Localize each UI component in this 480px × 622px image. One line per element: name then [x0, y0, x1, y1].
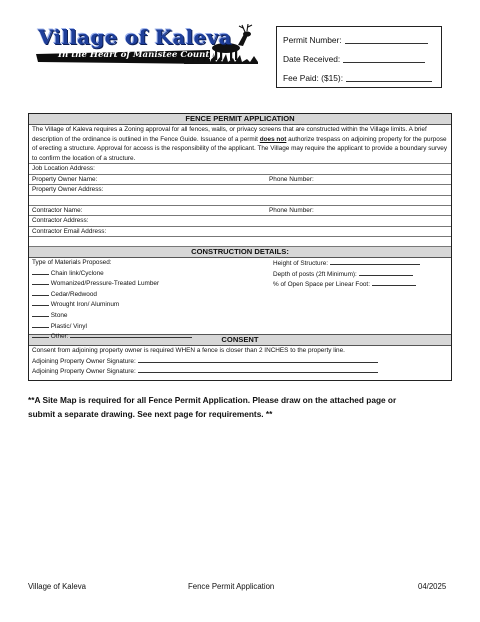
material-option[interactable]: Stone: [32, 310, 192, 321]
material-option[interactable]: Womanized/Pressure-Treated Lumber: [32, 278, 192, 289]
intro-emphasis: does not: [259, 135, 287, 143]
consent-header: CONSENT: [29, 335, 451, 346]
village-logo: [34, 24, 262, 74]
contractor-name-row[interactable]: Contractor Name: Phone Number:: [29, 206, 451, 217]
signature-row-1[interactable]: Adjoining Property Owner Signature:: [32, 356, 448, 367]
owner-phone-label: Phone Number:: [269, 175, 314, 183]
footer-right: 04/2025: [418, 582, 447, 591]
owner-name-row[interactable]: Property Owner Name: Phone Number:: [29, 175, 451, 186]
fee-paid-field[interactable]: [346, 71, 432, 82]
materials-label: Type of Materials Proposed:: [32, 259, 112, 266]
date-received-row[interactable]: [283, 50, 435, 69]
form-title: FENCE PERMIT APPLICATION: [29, 114, 451, 125]
footer-left: Village of Kaleva: [28, 582, 86, 591]
spacer-row: [29, 237, 451, 247]
consent-section: [29, 346, 451, 377]
intro-paragraph: The Village of Kaleva requires a Zoning approval for all fences, walls, or privacy screens that are constructed within the Village limits. A brief description of the ordinance is outlined in the Fence Guide. Issuance of a permit does not authorize trespass on adjoining property for the purpose of erecting a structure. Approval for access is the responsibility of the applicant. The Village may require the applicant to provide a boundary survey to confirm the location of a structure.: [29, 125, 451, 164]
open-space-row[interactable]: % of Open Space per Linear Foot:: [273, 279, 420, 290]
job-location-row[interactable]: Job Location Address:: [29, 164, 451, 175]
structure-specs: [273, 258, 420, 290]
permit-number-field[interactable]: [345, 33, 428, 44]
logo-tagline: In the Heart of Manistee County: [58, 50, 215, 60]
date-received-field[interactable]: [343, 52, 425, 63]
contractor-phone-label: Phone Number:: [269, 206, 314, 214]
fee-paid-label: Fee Paid: ($15):: [283, 73, 344, 83]
office-use-box: [276, 26, 442, 88]
material-option[interactable]: Plastic/ Vinyl: [32, 321, 192, 332]
site-map-note: **A Site Map is required for all Fence Permit Application. Please draw on the attached page or submit a separate drawing. See next page for requirements. **: [28, 395, 397, 419]
signature-row-2[interactable]: Adjoining Property Owner Signature:: [32, 366, 448, 377]
owner-address-row[interactable]: Property Owner Address:: [29, 185, 451, 196]
contractor-email-row[interactable]: Contractor Email Address:: [29, 227, 451, 238]
depth-row[interactable]: Depth of posts (2ft Minimum):: [273, 269, 420, 280]
consent-text: Consent from adjoining property owner is required WHEN a fence is closer than 2 INCHES to the property line.: [32, 347, 345, 354]
date-received-label: Date Received:: [283, 54, 341, 64]
contractor-address-row[interactable]: Contractor Address:: [29, 216, 451, 227]
material-option[interactable]: Chain link/Cyclone: [32, 268, 192, 279]
material-option[interactable]: Cedar/Redwood: [32, 289, 192, 300]
material-option-other[interactable]: Other:: [32, 331, 192, 342]
owner-address-line-2[interactable]: [29, 196, 451, 206]
construction-details-header: CONSTRUCTION DETAILS:: [29, 247, 451, 258]
fence-permit-form: [28, 113, 452, 381]
permit-number-label: Permit Number:: [283, 35, 342, 45]
footer-center: Fence Permit Application: [188, 582, 275, 591]
fee-paid-row[interactable]: [283, 69, 435, 88]
logo-title: Village of Kaleva: [38, 25, 232, 49]
materials-list: [32, 258, 192, 342]
height-row[interactable]: Height of Structure:: [273, 258, 420, 269]
material-option[interactable]: Wrought Iron/ Aluminum: [32, 299, 192, 310]
permit-number-row[interactable]: [283, 31, 435, 50]
